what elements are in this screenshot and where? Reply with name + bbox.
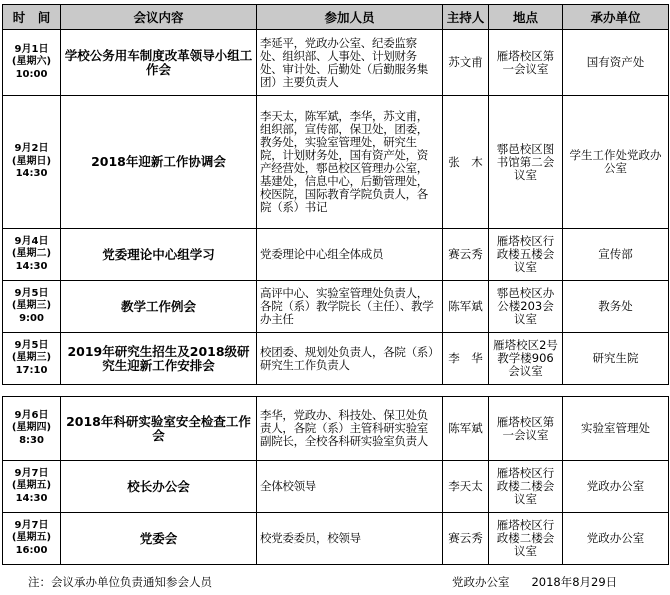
schedule-table-top xyxy=(2,4,669,385)
host-cell: 赛云秀 xyxy=(443,513,489,565)
meeting-title: 党委理论中心组学习 xyxy=(61,229,257,281)
date-text: 9月7日 xyxy=(14,467,49,479)
date-text: 9月5日 xyxy=(14,339,49,351)
location-cell: 雁塔校区2号教学楼906会议室 xyxy=(489,333,563,385)
location-cell: 雁塔校区行政楼二楼会议室 xyxy=(489,461,563,513)
meeting-title: 2018年迎新工作协调会 xyxy=(61,96,257,229)
footer-date: 2018年8月29日 xyxy=(531,575,618,589)
host-cell: 赛云秀 xyxy=(443,229,489,281)
time-cell xyxy=(3,461,61,513)
clock-text: 17:10 xyxy=(15,364,48,376)
meeting-title: 2018年科研实验室安全检查工作会 xyxy=(61,397,257,461)
host-cell: 陈军斌 xyxy=(443,281,489,333)
organizer-cell: 实验室管理处 xyxy=(563,397,669,461)
participants-cell: 全体校领导 xyxy=(257,461,443,513)
meeting-title: 2019年研究生招生及2018级研究生迎新工作安排会 xyxy=(61,333,257,385)
table-row xyxy=(3,461,669,513)
footer-signature xyxy=(452,574,617,590)
participants-cell: 李华，党政办、科技处、保卫处负责人，各院（系）主管科研实验室副院长，全校各科研实验室负责人 xyxy=(257,397,443,461)
date-text: 9月7日 xyxy=(14,519,49,531)
host-cell: 张 木 xyxy=(443,96,489,229)
date-text: 9月2日 xyxy=(14,143,49,155)
header-organizer: 承办单位 xyxy=(563,5,669,30)
weekday-text: (星期五) xyxy=(11,532,52,544)
time-cell xyxy=(3,229,61,281)
weekday-text: (星期五) xyxy=(11,480,52,492)
table-row xyxy=(3,513,669,565)
weekday-text: (星期六) xyxy=(11,56,52,68)
date-text: 9月6日 xyxy=(14,409,49,421)
host-cell: 陈军斌 xyxy=(443,397,489,461)
host-cell: 苏文甫 xyxy=(443,30,489,96)
table-row xyxy=(3,397,669,461)
header-location: 地点 xyxy=(489,5,563,30)
location-cell: 雁塔校区第一会议室 xyxy=(489,397,563,461)
weekday-text: (星期三) xyxy=(11,352,52,364)
table-row xyxy=(3,96,669,229)
organizer-cell: 教务处 xyxy=(563,281,669,333)
table-row xyxy=(3,30,669,96)
location-cell: 鄠邑校区办公楼203会议室 xyxy=(489,281,563,333)
header-participants: 参加人员 xyxy=(257,5,443,30)
clock-text: 14:30 xyxy=(15,168,48,180)
schedule-table-bottom xyxy=(2,396,669,565)
location-cell: 雁塔校区第一会议室 xyxy=(489,30,563,96)
time-cell xyxy=(3,397,61,461)
host-cell: 李 华 xyxy=(443,333,489,385)
footer-office: 党政办公室 xyxy=(452,575,510,589)
time-cell xyxy=(3,281,61,333)
clock-text: 14:30 xyxy=(15,492,48,504)
organizer-cell: 学生工作处党政办公室 xyxy=(563,96,669,229)
organizer-cell: 研究生院 xyxy=(563,333,669,385)
header-host: 主持人 xyxy=(443,5,489,30)
time-cell xyxy=(3,513,61,565)
clock-text: 9:00 xyxy=(19,312,44,324)
date-text: 9月4日 xyxy=(14,235,49,247)
organizer-cell: 宣传部 xyxy=(563,229,669,281)
clock-text: 10:00 xyxy=(15,68,48,80)
time-cell xyxy=(3,96,61,229)
clock-text: 8:30 xyxy=(19,434,44,446)
footer-note: 注：会议承办单位负责通知参会人员 xyxy=(28,575,212,589)
participants-cell: 校党委委员，校领导 xyxy=(257,513,443,565)
weekday-text: (星期四) xyxy=(11,422,52,434)
meeting-title: 党委会 xyxy=(61,513,257,565)
table-row xyxy=(3,229,669,281)
header-time: 时 间 xyxy=(3,5,61,30)
organizer-cell: 党政办公室 xyxy=(563,461,669,513)
organizer-cell: 党政办公室 xyxy=(563,513,669,565)
header-content: 会议内容 xyxy=(61,5,257,30)
meeting-title: 校长办公会 xyxy=(61,461,257,513)
clock-text: 14:30 xyxy=(15,260,48,272)
location-cell: 雁塔校区行政楼二楼会议室 xyxy=(489,513,563,565)
date-text: 9月1日 xyxy=(14,43,49,55)
meeting-title: 学校公务用车制度改革领导小组工作会 xyxy=(61,30,257,96)
clock-text: 16:00 xyxy=(15,544,48,556)
time-cell xyxy=(3,30,61,96)
table-row xyxy=(3,281,669,333)
participants-cell: 党委理论中心组全体成员 xyxy=(257,229,443,281)
header-row xyxy=(3,5,669,30)
weekday-text: (星期三) xyxy=(11,300,52,312)
date-text: 9月5日 xyxy=(14,287,49,299)
location-cell: 雁塔校区行政楼五楼会议室 xyxy=(489,229,563,281)
participants-cell: 李延平，党政办公室、纪委监察处、组织部、人事处、计划财务处、审计处、后勤处（后勤服务集团）主要负责人 xyxy=(257,30,443,96)
location-cell: 鄠邑校区图书馆第二会议室 xyxy=(489,96,563,229)
weekday-text: (星期日) xyxy=(11,155,52,167)
time-cell xyxy=(3,333,61,385)
weekday-text: (星期二) xyxy=(11,248,52,260)
participants-cell: 校团委、规划处负责人，各院（系）研究生工作负责人 xyxy=(257,333,443,385)
table-row xyxy=(3,333,669,385)
participants-cell: 高评中心、实验室管理处负责人，各院（系）教学院长（主任）、教学办主任 xyxy=(257,281,443,333)
organizer-cell: 国有资产处 xyxy=(563,30,669,96)
host-cell: 李天太 xyxy=(443,461,489,513)
meeting-title: 教学工作例会 xyxy=(61,281,257,333)
participants-cell: 李天太，陈军斌，李华，苏文甫，组织部，宣传部，保卫处，团委，教务处，实验室管理处，研究生院，计划财务处，国有资产处，资产经营处，鄠邑校区管理办公室，基建处，信息中心，后勤管理处，校医院，国际教育学院负责人，各院（系）书记 xyxy=(257,96,443,229)
